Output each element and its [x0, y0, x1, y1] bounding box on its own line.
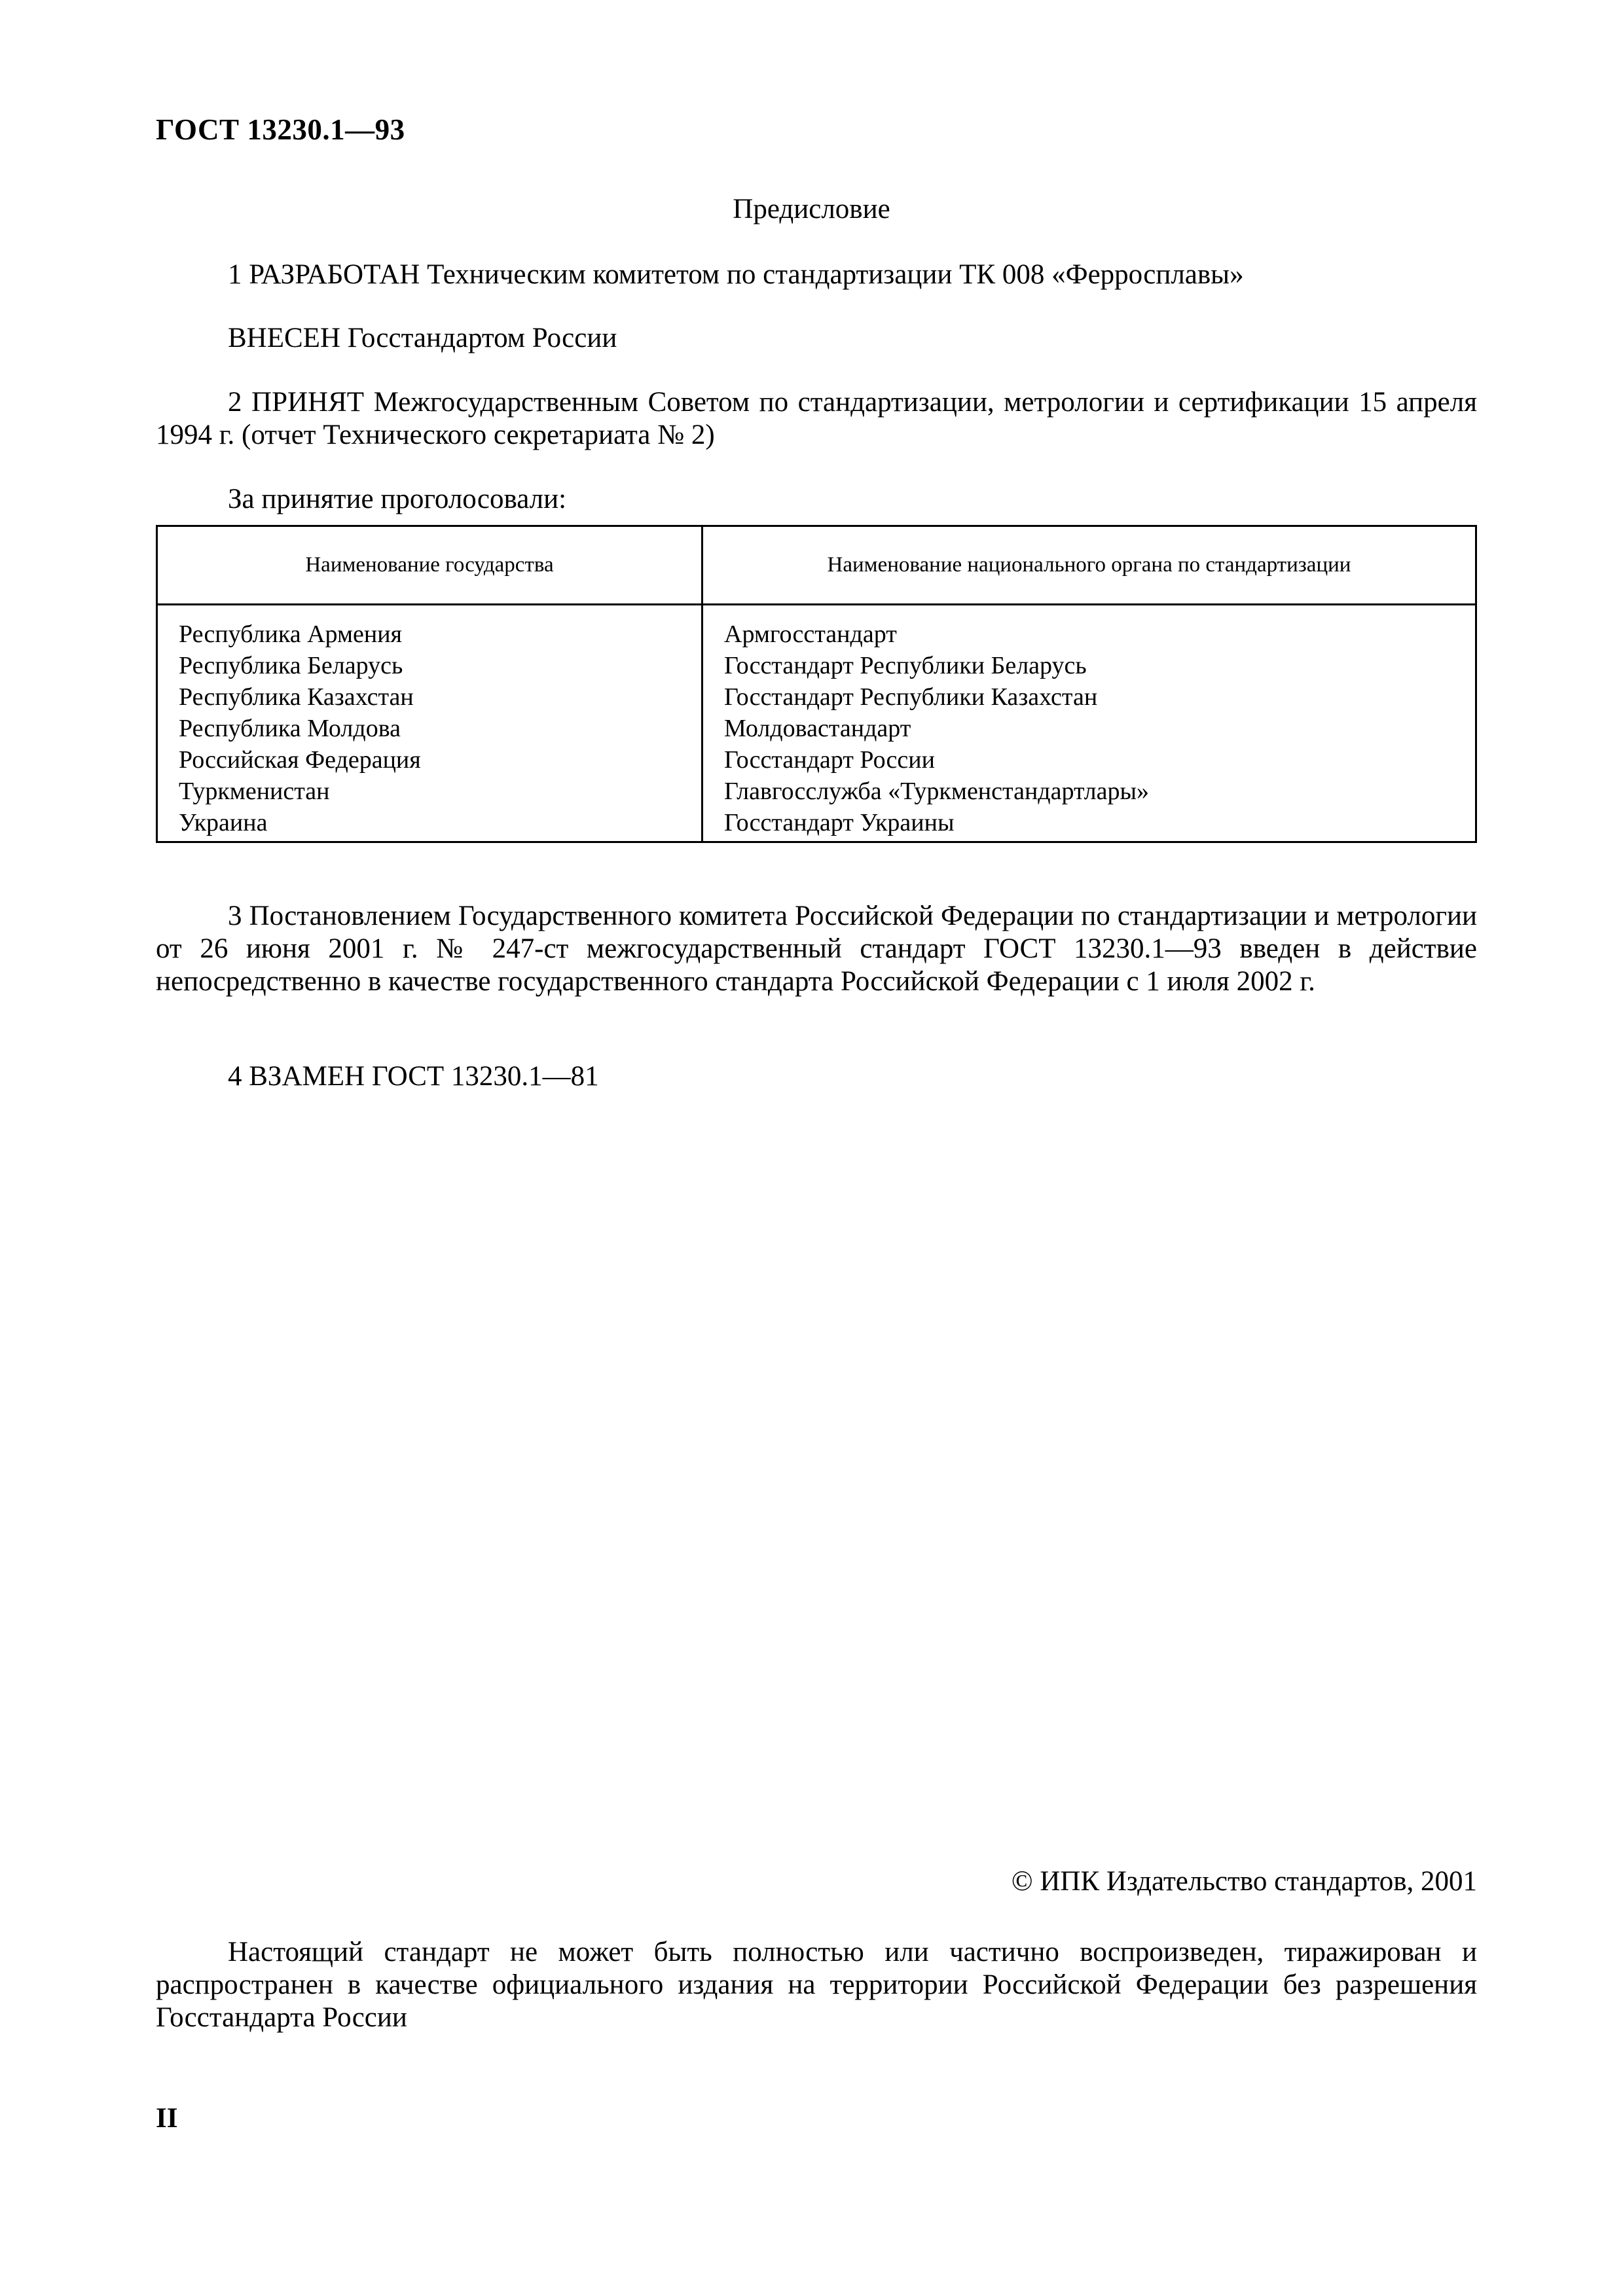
paragraph-adopted-by [156, 386, 1477, 452]
table-cell-state: Республика Армения [157, 605, 702, 651]
paragraph-replaces [156, 1060, 1477, 1093]
column-header-state: Наименование государства [157, 526, 702, 605]
reproduction-notice [156, 1936, 1477, 2034]
table-row [157, 713, 1476, 744]
table-cell-state: Республика Беларусь [157, 650, 702, 681]
table-cell-body: Армгосстандарт [702, 605, 1476, 651]
table-row [157, 681, 1476, 713]
paragraph-text: 4 ВЗАМЕН ГОСТ 13230.1—81 [228, 1061, 599, 1092]
paragraph-text: 2 ПРИНЯТ Межгосударственным Советом по стандартизации, метрологии и сертификации 15 апреля 1994 г. (отчет Технического секретариата № 2) [156, 387, 1477, 450]
paragraph-text: 3 Постановлением Государственного комитета Российской Федерации по стандартизации и метрологии от 26 июня 2001 г. № 247-ст межгосударственный стандарт ГОСТ 13230.1—93 введен в действие непосредственно в качестве государственного стандарта Российской Федерации с 1 июля 2002 г. [156, 901, 1477, 997]
page-number: II [156, 2103, 178, 2134]
paragraph-text: 1 РАЗРАБОТАН Техническим комитетом по стандартизации ТК 008 «Ферросплавы» [228, 259, 1244, 290]
paragraph-submitted-by [156, 322, 1477, 355]
table-row [157, 807, 1476, 842]
table-row [157, 605, 1476, 651]
table-cell-body: Главгосслужба «Туркменстандартлары» [702, 776, 1476, 807]
table-row [157, 776, 1476, 807]
table-cell-state: Республика Казахстан [157, 681, 702, 713]
paragraph-enacted [156, 900, 1477, 998]
table-cell-body: Молдовастандарт [702, 713, 1476, 744]
section-heading: Предисловие [733, 194, 890, 224]
column-header-standards-body: Наименование национального органа по стандартизации [702, 526, 1476, 605]
paragraph-text: ВНЕСЕН Госстандартом России [228, 323, 617, 353]
table-cell-body: Госстандарт России [702, 744, 1476, 776]
table-row [157, 650, 1476, 681]
table-cell-body: Госстандарт Республики Беларусь [702, 650, 1476, 681]
document-code: ГОСТ 13230.1—93 [156, 113, 405, 146]
copyright-line: © ИПК Издательство стандартов, 2001 [1011, 1866, 1477, 1897]
table-cell-state: Республика Молдова [157, 713, 702, 744]
table-row [157, 744, 1476, 776]
table-cell-state: Туркменистан [157, 776, 702, 807]
table-cell-body: Госстандарт Украины [702, 807, 1476, 842]
paragraph-developed-by [156, 259, 1477, 291]
notice-text: Настоящий стандарт не может быть полностью или частично воспроизведен, тиражирован и распространен в качестве официального издания на территории Российской Федерации без разрешения Госстандарта России [156, 1937, 1477, 2033]
table-header-row [157, 526, 1476, 605]
table-cell-body: Госстандарт Республики Казахстан [702, 681, 1476, 713]
voting-states-table [156, 525, 1477, 843]
paragraph-text: За принятие проголосовали: [228, 484, 567, 514]
table-cell-state: Украина [157, 807, 702, 842]
paragraph-voted-for [156, 483, 1477, 516]
table-cell-state: Российская Федерация [157, 744, 702, 776]
